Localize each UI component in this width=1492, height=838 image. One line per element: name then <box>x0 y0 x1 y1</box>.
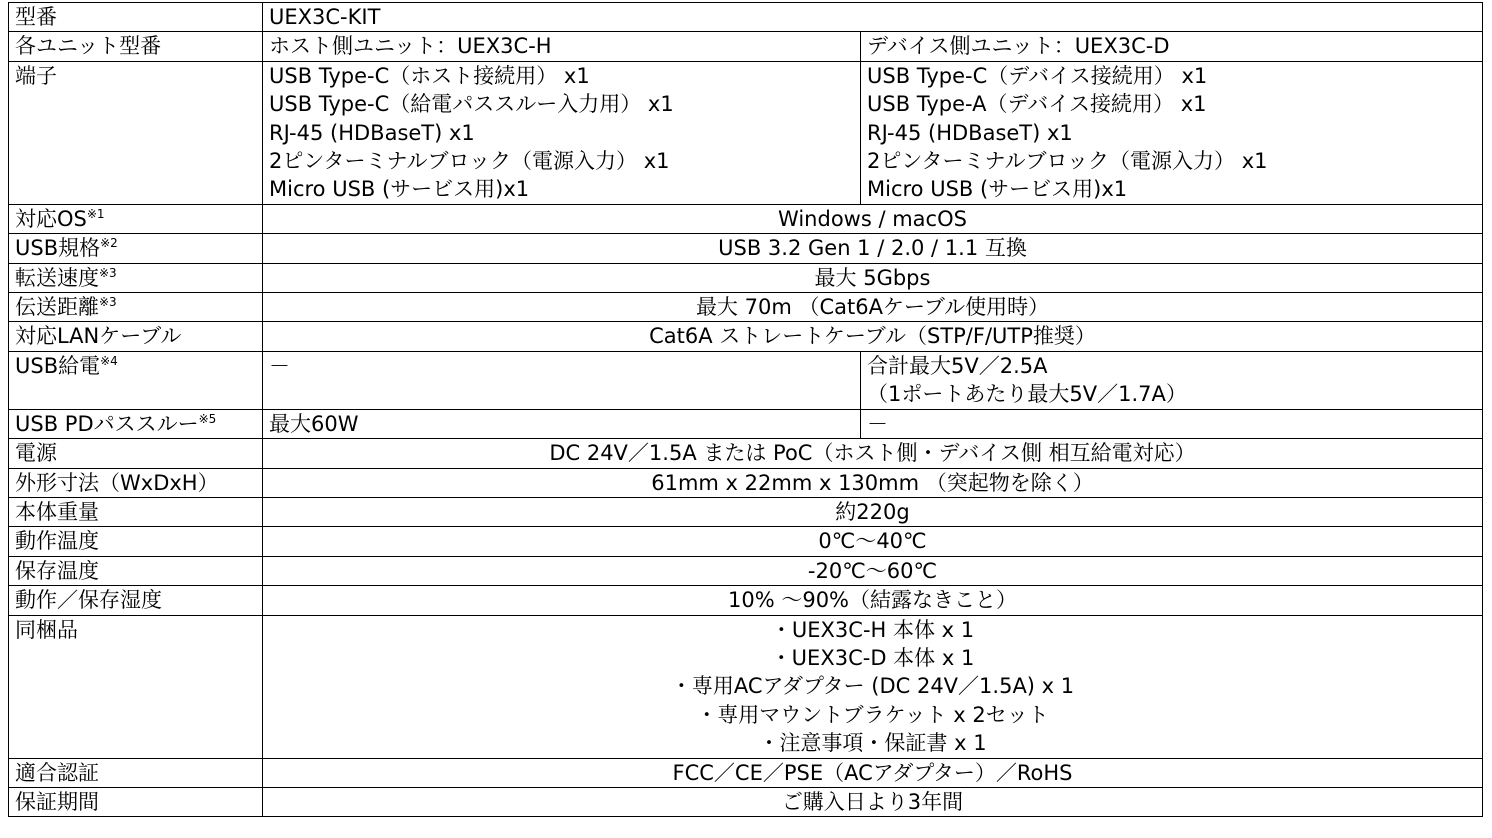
label-op-temp: 動作温度 <box>9 527 263 556</box>
value-op-temp: 0℃～40℃ <box>263 527 1483 556</box>
port-host-4: 2ピンターミナルブロック（電源入力） x1 <box>269 149 670 174</box>
label-certification: 適合認証 <box>9 758 263 787</box>
row-ports <box>9 61 1483 204</box>
label-ports: 端子 <box>9 61 263 204</box>
row-contents <box>9 615 1483 758</box>
row-distance <box>9 293 1483 322</box>
note-speed: ※3 <box>99 265 117 280</box>
row-op-temp <box>9 527 1483 556</box>
port-device-1: USB Type-C（デバイス接続用） x1 <box>867 63 1208 88</box>
label-model: 型番 <box>9 3 263 32</box>
contents-item-3: ・専用ACアダプター (DC 24V／1.5A) x 1 <box>670 674 1075 699</box>
port-host-2: USB Type-C（給電パススルー入力用） x1 <box>269 92 674 117</box>
contents-item-5: ・注意事項・保証書 x 1 <box>758 731 987 756</box>
row-dimensions <box>9 468 1483 497</box>
row-humidity <box>9 586 1483 615</box>
note-pd-pass: ※5 <box>198 411 217 426</box>
spec-table <box>8 2 1483 817</box>
contents-item-4: ・専用マウントブラケット x 2セット <box>696 702 1049 727</box>
label-humidity: 動作／保存湿度 <box>9 586 263 615</box>
port-device-3: RJ-45 (HDBaseT) x1 <box>867 120 1073 145</box>
value-model: UEX3C-KIT <box>263 3 1483 32</box>
port-host-5: Micro USB (サービス用)x1 <box>269 177 530 202</box>
value-weight: 約220g <box>263 497 1483 526</box>
value-ports-host <box>263 61 861 204</box>
usb-power-device-1: 合計最大5V／2.5A <box>867 353 1048 378</box>
value-speed: 最大 5Gbps <box>263 263 1483 292</box>
value-usb-power-device <box>861 351 1483 409</box>
value-humidity: 10% ～90%（結露なきこと） <box>263 586 1483 615</box>
label-os <box>9 204 263 233</box>
label-distance-text: 伝送距離 <box>15 295 99 320</box>
label-pd-pass <box>9 409 263 438</box>
label-usb-power-text: USB給電 <box>15 353 101 378</box>
row-storage-temp <box>9 556 1483 585</box>
value-warranty: ご購入日より3年間 <box>263 787 1483 816</box>
note-usb-power: ※4 <box>100 353 118 368</box>
note-os: ※1 <box>86 206 105 221</box>
value-dimensions: 61mm x 22mm x 130mm （突起物を除く） <box>263 468 1483 497</box>
note-distance: ※3 <box>99 295 117 310</box>
value-storage-temp: -20℃～60℃ <box>263 556 1483 585</box>
row-certification <box>9 758 1483 787</box>
row-pd-pass <box>9 409 1483 438</box>
value-contents <box>263 615 1483 758</box>
label-speed <box>9 263 263 292</box>
row-unit-model <box>9 32 1483 61</box>
label-contents: 同梱品 <box>9 615 263 758</box>
row-lan-cable <box>9 322 1483 351</box>
label-speed-text: 転送速度 <box>15 265 99 290</box>
label-warranty: 保証期間 <box>9 787 263 816</box>
contents-item-2: ・UEX3C-D 本体 x 1 <box>770 645 975 670</box>
label-unit-model: 各ユニット型番 <box>9 32 263 61</box>
value-unit-model-device: デバイス側ユニット：UEX3C-D <box>861 32 1483 61</box>
label-usb-power <box>9 351 263 409</box>
row-speed <box>9 263 1483 292</box>
row-power <box>9 439 1483 468</box>
port-device-4: 2ピンターミナルブロック（電源入力） x1 <box>867 149 1268 174</box>
row-model <box>9 3 1483 32</box>
label-usb-std <box>9 234 263 263</box>
value-certification: FCC／CE／PSE（ACアダプター）／RoHS <box>263 758 1483 787</box>
label-distance <box>9 293 263 322</box>
label-weight: 本体重量 <box>9 497 263 526</box>
port-host-1: USB Type-C（ホスト接続用） x1 <box>269 63 590 88</box>
value-ports-device <box>861 61 1483 204</box>
value-os: Windows / macOS <box>263 204 1483 233</box>
value-pd-pass-device: － <box>861 409 1483 438</box>
value-usb-std: USB 3.2 Gen 1 / 2.0 / 1.1 互換 <box>263 234 1483 263</box>
label-dimensions: 外形寸法（WxDxH） <box>9 468 263 497</box>
port-host-3: RJ-45 (HDBaseT) x1 <box>269 120 475 145</box>
port-device-2: USB Type-A（デバイス接続用） x1 <box>867 92 1207 117</box>
value-pd-pass-host: 最大60W <box>263 409 861 438</box>
usb-power-device-2: （1ポートあたり最大5V／1.7A） <box>867 382 1187 407</box>
label-os-text: 対応OS <box>15 206 87 231</box>
value-distance: 最大 70m （Cat6Aケーブル使用時） <box>263 293 1483 322</box>
note-usb-std: ※2 <box>100 236 118 251</box>
value-unit-model-host: ホスト側ユニット：UEX3C-H <box>263 32 861 61</box>
contents-item-1: ・UEX3C-H 本体 x 1 <box>770 617 975 642</box>
row-warranty <box>9 787 1483 816</box>
row-os <box>9 204 1483 233</box>
label-lan-cable: 対応LANケーブル <box>9 322 263 351</box>
value-lan-cable: Cat6A ストレートケーブル（STP/F/UTP推奨） <box>263 322 1483 351</box>
value-power: DC 24V／1.5A または PoC（ホスト側・デバイス側 相互給電対応） <box>263 439 1483 468</box>
label-storage-temp: 保存温度 <box>9 556 263 585</box>
value-usb-power-host: － <box>263 351 861 409</box>
label-power: 電源 <box>9 439 263 468</box>
row-usb-std <box>9 234 1483 263</box>
row-usb-power <box>9 351 1483 409</box>
label-usb-std-text: USB規格 <box>15 236 101 261</box>
row-weight <box>9 497 1483 526</box>
label-pd-pass-text: USB PDパススルー <box>15 411 199 436</box>
port-device-5: Micro USB (サービス用)x1 <box>867 177 1128 202</box>
